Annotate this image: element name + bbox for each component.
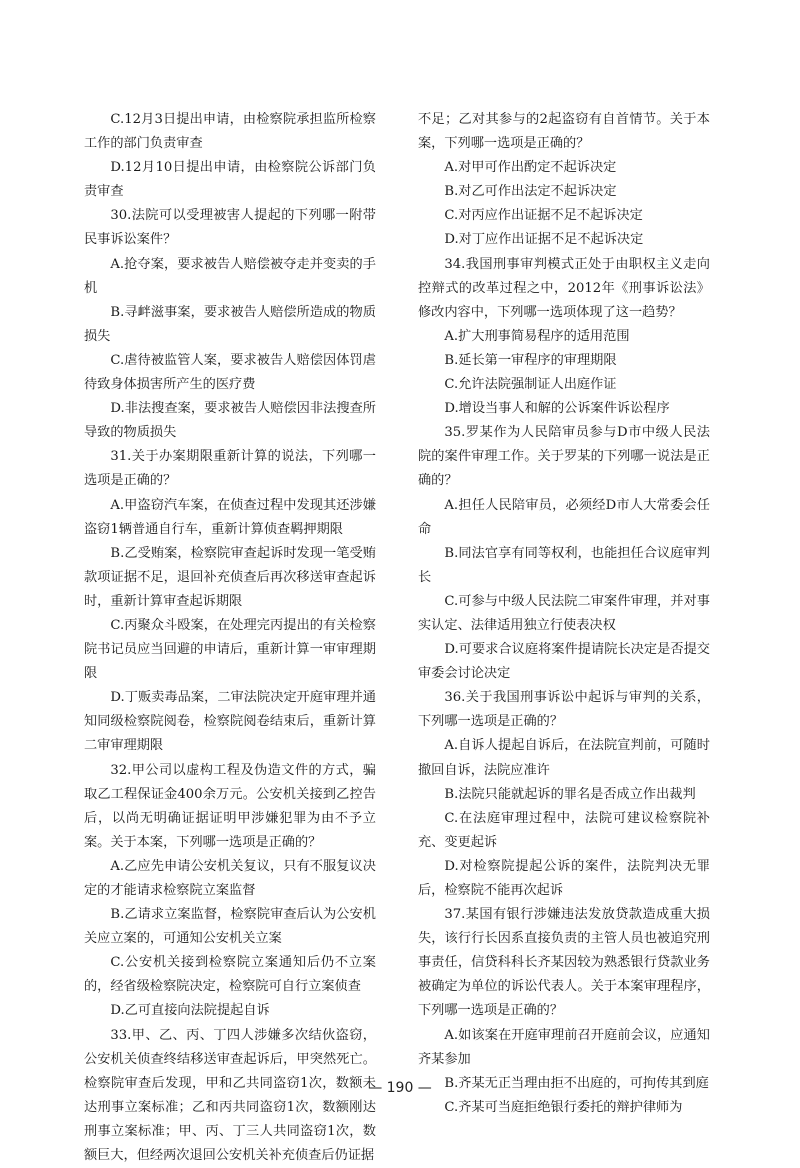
option: B.齐某无正当理由拒不出庭的，可拘传其到庭: [444, 1075, 709, 1091]
option: C.齐某可当庭拒绝银行委托的辩护律师为: [444, 1099, 683, 1115]
option: C.对丙应作出证据不足不起诉决定: [444, 208, 643, 224]
option: B.对乙可作出法定不起诉决定: [444, 184, 617, 200]
option: B.法院只能就起诉的罪名是否成立作出裁判: [444, 786, 696, 802]
option: D.对丁应作出证据不足不起诉决定: [444, 232, 644, 248]
option: A.甲盗窃汽车案，在侦查过程中发现其还涉嫌盗窃1辆普通自行车，重新计算侦查羁押期限: [84, 497, 376, 537]
option: C.可参与中级人民法院二审案件审理，并对事实认定、法律适用独立行使表决权: [418, 593, 710, 633]
right-column: [418, 108, 710, 1120]
option: D.乙可直接向法院提起自诉: [110, 1003, 270, 1019]
option: A.乙应先申请公安机关复议，只有不服复议决定的才能请求检察院立案监督: [84, 858, 376, 898]
option: B.延长第一审程序的审理期限: [444, 352, 617, 368]
question-30: 30.法院可以受理被害人提起的下列哪一附带民事诉讼案件？: [84, 208, 376, 248]
left-column: [84, 108, 376, 1168]
option: B.寻衅滋事案，要求被告人赔偿所造成的物质损失: [84, 304, 376, 344]
option: C.虐待被监管人案，要求被告人赔偿因体罚虐待致身体损害所产生的医疗费: [84, 352, 376, 393]
page-number: — 190 —: [368, 1080, 432, 1096]
option: D.可要求合议庭将案件提请院长决定是否提交审委会讨论决定: [418, 642, 710, 682]
option: D.对检察院提起公诉的案件，法院判决无罪后，检察院不能再次起诉: [418, 858, 710, 898]
option: A.如该案在开庭审理前召开庭前会议，应通知齐某参加: [418, 1027, 710, 1067]
option: A.担任人民陪审员，必须经D市人大常委会任命: [418, 497, 710, 537]
option: C.公安机关接到检察院立案通知后仍不立案的，经省级检察院决定，检察院可自行立案侦查: [84, 955, 376, 995]
option: C.在法庭审理过程中，法院可建议检察院补充、变更起诉: [418, 810, 710, 850]
option: D.增设当事人和解的公诉案件诉讼程序: [444, 401, 670, 417]
option: A.抢夺案，要求被告人赔偿被夺走并变卖的手机: [84, 256, 376, 296]
option: D.非法搜查案，要求被告人赔偿因非法搜查所导致的物质损失: [84, 401, 376, 441]
question-37: 37.某国有银行涉嫌违法发放贷款造成重大损失，该行行长因系直接负责的主管人员也被追究刑事责任，信贷科科长齐某因较为熟悉银行贷款业务被确定为单位的诉讼代表人。关于本案审理程序，下列哪一选项是正确的？: [418, 907, 710, 1019]
question-36: 36.关于我国刑事诉讼中起诉与审判的关系，下列哪一选项是正确的？: [418, 690, 710, 730]
paragraph: D.12月10日提出申请，由检察院公诉部门负责审查: [84, 160, 376, 200]
question-34: 34.我国刑事审判模式正处于由职权主义走向控辩式的改革过程之中，2012年《刑事诉讼法》修改内容中，下列哪一选项体现了这一趋势？: [418, 256, 710, 320]
option: A.自诉人提起自诉后，在法院宣判前，可随时撤回自诉，法院应准许: [418, 738, 710, 778]
option: A.扩大刑事简易程序的适用范围: [444, 328, 630, 344]
question-35: 35.罗某作为人民陪审员参与D市中级人民法院的案件审理工作。关于罗某的下列哪一说法是正确的？: [418, 425, 710, 489]
option: B.乙受贿案，检察院审查起诉时发现一笔受贿款项证据不足，退回补充侦查后再次移送审查起诉时，重新计算审查起诉期限: [84, 545, 376, 609]
question-31: 31.关于办案期限重新计算的说法，下列哪一选项是正确的？: [84, 449, 376, 489]
option: C.丙聚众斗殴案，在处理完丙提出的有关检察院书记员应当回避的申请后，重新计算一审审理期限: [84, 617, 376, 682]
option: B.同法官享有同等权利，也能担任合议庭审判长: [418, 545, 710, 585]
option: A.对甲可作出酌定不起诉决定: [444, 160, 617, 176]
question-32: 32.甲公司以虚构工程及伪造文件的方式，骗取乙工程保证金400余万元。公安机关接到乙控告后，以尚无明确证据证明甲涉嫌犯罪为由不予立案。关于本案，下列哪一选项是正确的？: [84, 762, 376, 850]
question-33: 33.甲、乙、丙、丁四人涉嫌多次结伙盗窃，公安机关侦查终结移送审查起诉后，甲突然死亡。检察院审查后发现，甲和乙共同盗窃1次，数额未达刑事立案标准；乙和丙共同盗窃1次，数额刚达刑事立案标准；甲、丙、丁三人共同盗窃1次，数额巨大，但经两次退回公安机关补充侦查后仍证据: [84, 1027, 376, 1164]
paragraph: C.12月3日提出申请，由检察院承担监所检察工作的部门负责审查: [84, 112, 376, 152]
option: B.乙请求立案监督，检察院审查后认为公安机关应立案的，可通知公安机关立案: [84, 907, 376, 947]
option: C.允许法院强制证人出庭作证: [444, 377, 617, 393]
option: D.丁贩卖毒品案，二审法院决定开庭审理并通知同级检察院阅卷，检察院阅卷结束后，重新计算二审审理期限: [84, 690, 376, 754]
paragraph: 不足；乙对其参与的2起盗窃有自首情节。关于本案，下列哪一选项是正确的？: [418, 112, 710, 152]
